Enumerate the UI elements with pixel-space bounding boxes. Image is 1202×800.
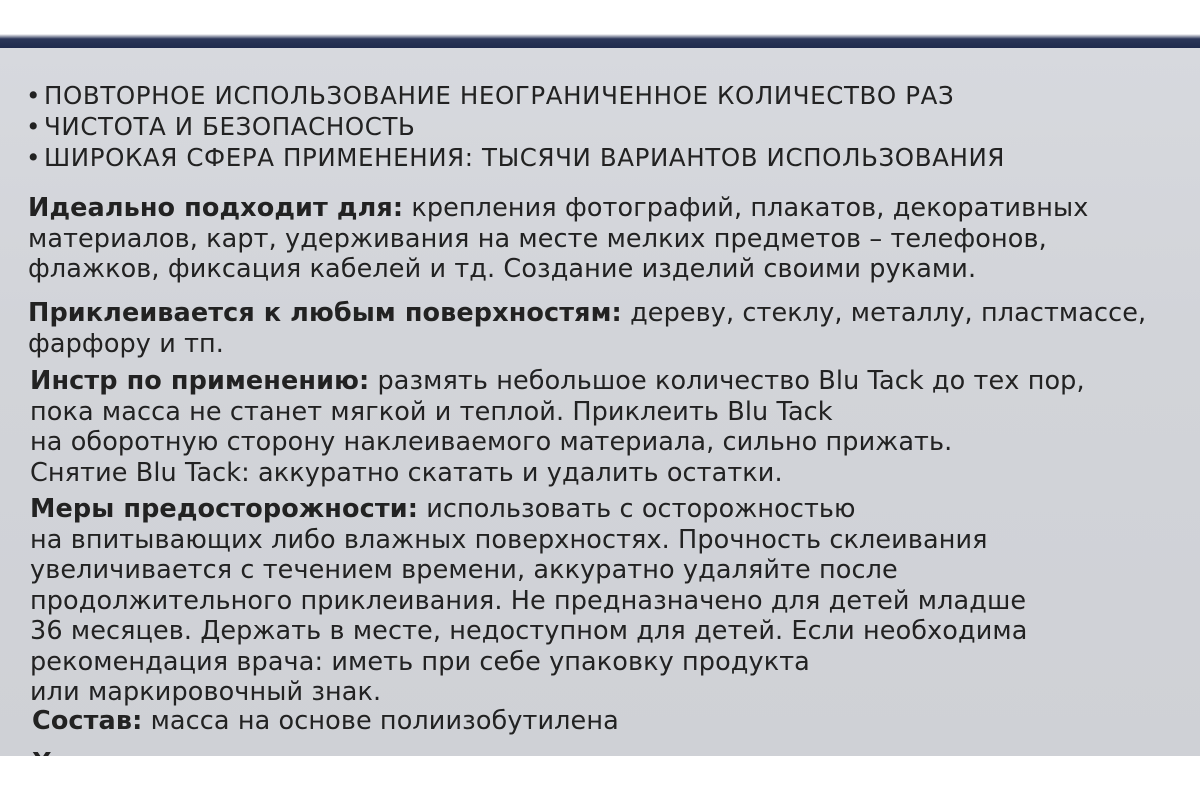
feature-bullet-text: ПОВТОРНОЕ ИСПОЛЬЗОВАНИЕ НЕОГРАНИЧЕННОЕ КОЛИЧЕСТВО РАЗ	[44, 81, 955, 110]
paragraph-line: 36 месяцев. Держать в месте, недоступном для детей. Если необходима	[30, 616, 1028, 646]
instructions-paragraph	[30, 366, 1200, 488]
ideal-use-label: Идеально подходит для:	[28, 193, 404, 223]
paragraph-line: флажков, фиксация кабелей и тд. Создание изделий своими руками.	[28, 254, 977, 284]
bullet-marker: •	[26, 143, 42, 172]
paragraph-line: пока масса не станет мягкой и теплой. Приклеить Blu Tack	[30, 396, 833, 427]
paragraph-line: увеличивается с течением времени, аккуратно удаляйте после	[30, 555, 898, 585]
surfaces-paragraph	[28, 298, 1198, 359]
paragraph-text: крепления фотографий, плакатов, декоративных	[403, 193, 1089, 223]
paragraph-text: размять небольшое количество Blu Tack до тех пор,	[369, 366, 1085, 396]
paragraph-line: на впитывающих либо влажных поверхностях. Прочность склеивания	[30, 524, 988, 555]
paragraph-line: Снятие Blu Tack: аккуратно скатать и удалить остатки.	[30, 457, 783, 488]
composition-paragraph	[32, 706, 1202, 737]
instructions-label: Инстр по применению:	[30, 366, 370, 396]
paragraph-text: использовать с осторожностью	[418, 494, 856, 524]
paragraph-line: материалов, карт, удерживания на месте мелких предметов – телефонов,	[28, 223, 1047, 254]
feature-bullet	[26, 112, 1186, 143]
surfaces-label: Приклеивается к любым поверхностям:	[28, 298, 622, 328]
paragraph-text: масса на основе полиизобутилена	[142, 706, 619, 736]
background-margin	[0, 756, 1200, 800]
paragraph-line: или маркировочный знак.	[30, 677, 382, 707]
package-top-edge	[0, 34, 1200, 48]
paragraph-line	[28, 298, 1198, 329]
precautions-paragraph	[30, 494, 1200, 708]
precautions-label: Меры предосторожности:	[30, 494, 418, 524]
paragraph-line: продолжительного приклеивания. Не предназначено для детей младше	[30, 585, 1027, 616]
ideal-use-paragraph	[28, 193, 1198, 285]
paragraph-text: дереву, стеклу, металлу, пластмассе,	[621, 298, 1147, 328]
feature-bullet-text: ЧИСТОТА И БЕЗОПАСНОСТЬ	[44, 112, 416, 141]
feature-bullet-list	[26, 81, 1186, 174]
composition-label: Состав:	[32, 706, 143, 736]
paragraph-line: рекомендация врача: иметь при себе упаковку продукта	[30, 646, 810, 677]
paragraph-line: на оборотную сторону наклеиваемого материала, сильно прижать.	[30, 427, 953, 457]
feature-bullet	[26, 143, 1186, 174]
paragraph-line	[30, 366, 1200, 397]
bullet-marker: •	[26, 81, 42, 110]
label-paper	[0, 48, 1200, 756]
feature-bullet	[26, 81, 1186, 112]
feature-bullet-text: ШИРОКАЯ СФЕРА ПРИМЕНЕНИЯ: ТЫСЯЧИ ВАРИАНТОВ ИСПОЛЬЗОВАНИЯ	[44, 143, 1006, 172]
paragraph-line	[30, 494, 1200, 525]
paragraph-line	[32, 706, 1202, 737]
paragraph-line	[28, 193, 1198, 224]
bullet-marker: •	[26, 112, 42, 141]
paragraph-line: фарфору и тп.	[28, 328, 225, 359]
